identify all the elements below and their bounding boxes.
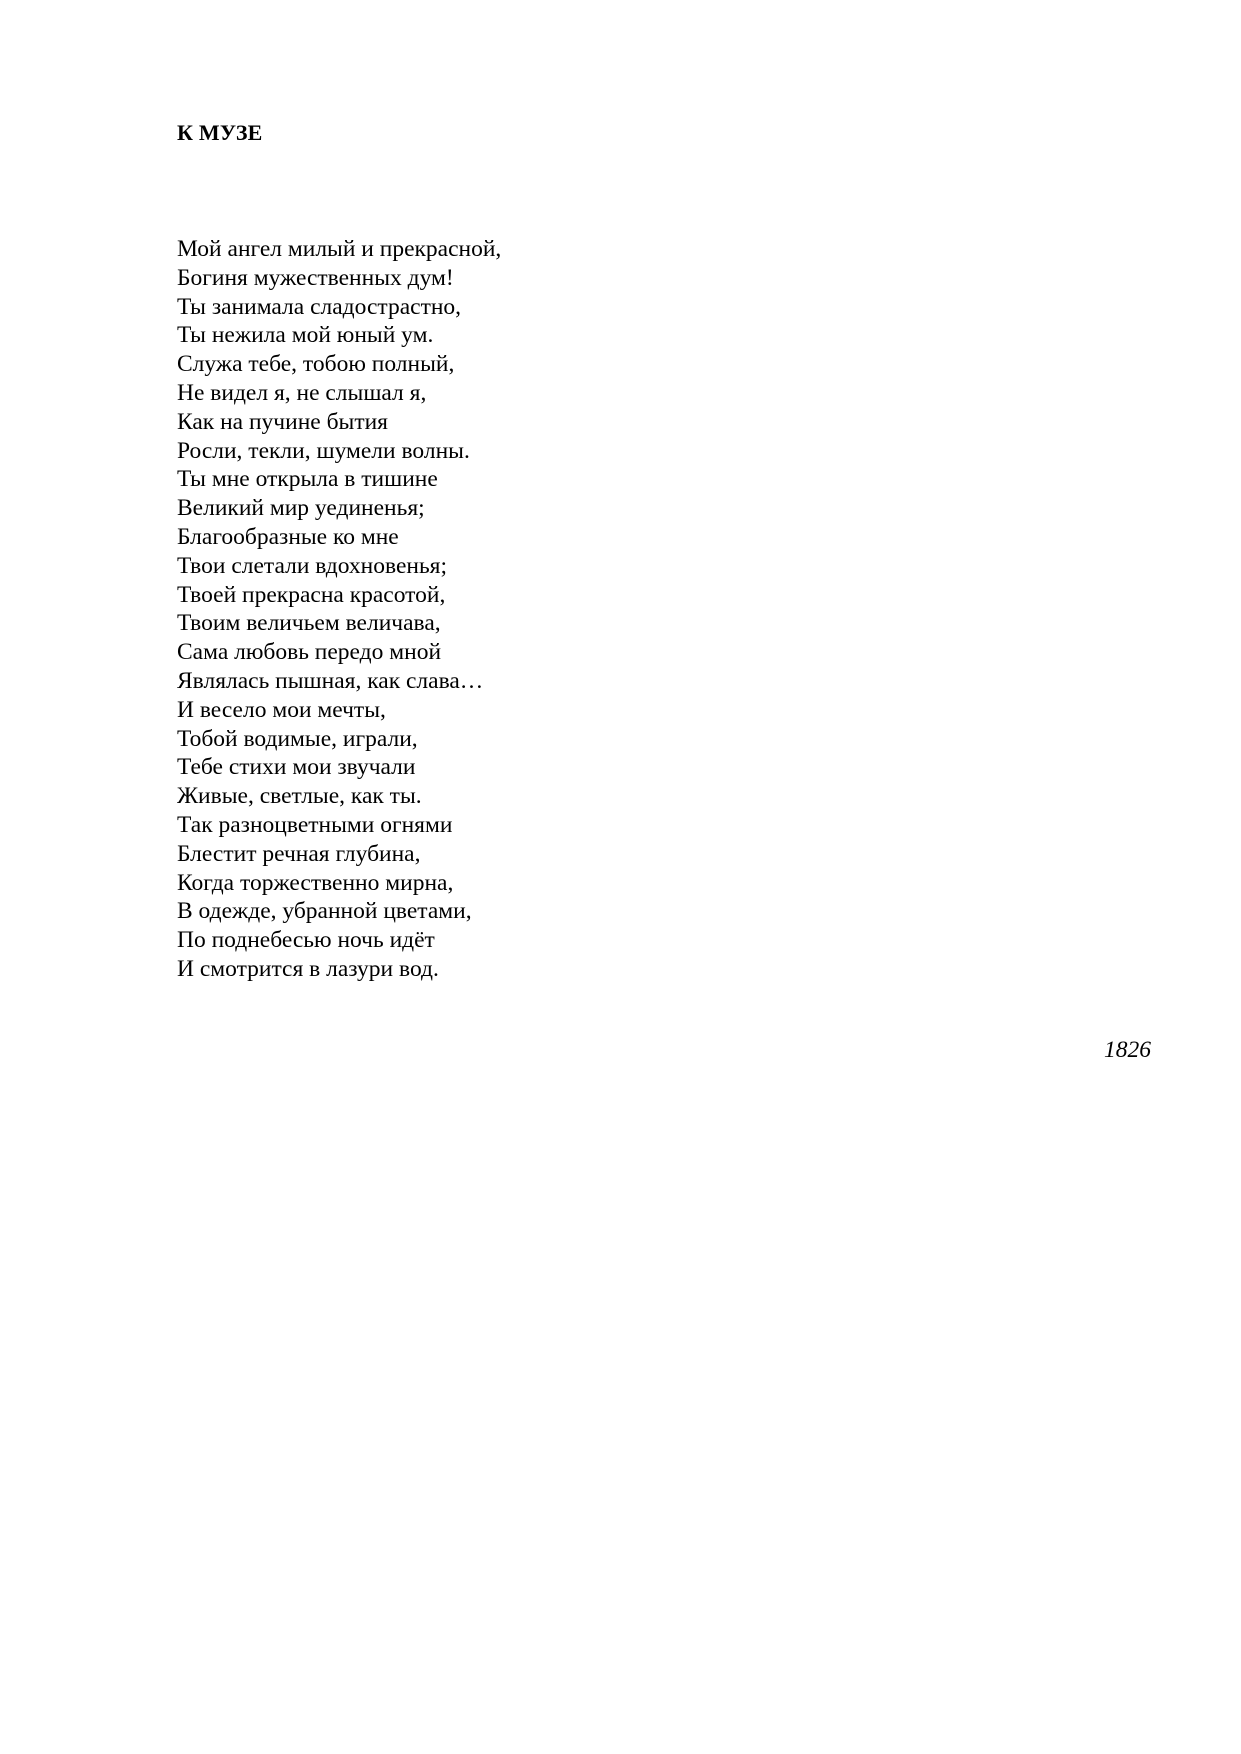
poem-line: По поднебесью ночь идёт: [177, 927, 435, 954]
poem-date: 1826: [1104, 1037, 1151, 1063]
poem-line: Твоим величьем величава,: [177, 610, 441, 637]
poem-line: Живые, светлые, как ты.: [177, 783, 422, 810]
poem-line: Тобой водимые, играли,: [177, 725, 418, 752]
poem-line: Как на пучине бытия: [177, 408, 388, 435]
poem-line: Так разноцветными огнями: [177, 811, 453, 838]
poem-line: Богиня мужественных дум!: [177, 264, 454, 291]
poem-line: Тебе стихи мои звучали: [177, 754, 416, 781]
poem-line: Ты мне открыла в тишине: [177, 466, 438, 493]
poem-line: Твои слетали вдохновенья;: [177, 552, 448, 579]
poem-line: И смотрится в лазури вод.: [177, 955, 439, 982]
poem-line: В одежде, убранной цветами,: [177, 898, 472, 925]
poem-line: Росли, текли, шумели волны.: [177, 437, 470, 464]
poem-line: Блестит речная глубина,: [177, 840, 421, 867]
poem-line: Являлась пышная, как слава…: [177, 667, 484, 694]
poem-line: Великий мир уединенья;: [177, 495, 425, 522]
poem-line: И весело мои мечты,: [177, 696, 386, 723]
poem-line: Когда торжественно мирна,: [177, 869, 454, 896]
poem-body: [177, 235, 501, 984]
poem-line: Твоей прекрасна красотой,: [177, 581, 446, 608]
poem-line: Сама любовь передо мной: [177, 639, 442, 666]
poem-title: К МУЗЕ: [177, 120, 263, 145]
poem-line: Не видел я, не слышал я,: [177, 379, 427, 406]
poem-line: Мой ангел милый и прекрасной,: [177, 236, 502, 262]
poem-line: Благообразные ко мне: [177, 523, 399, 550]
poem-line: Ты занимала сладострастно,: [177, 293, 462, 320]
poem-line: Служа тебе, тобою полный,: [177, 351, 455, 378]
poem-line: Ты нежила мой юный ум.: [177, 322, 434, 349]
